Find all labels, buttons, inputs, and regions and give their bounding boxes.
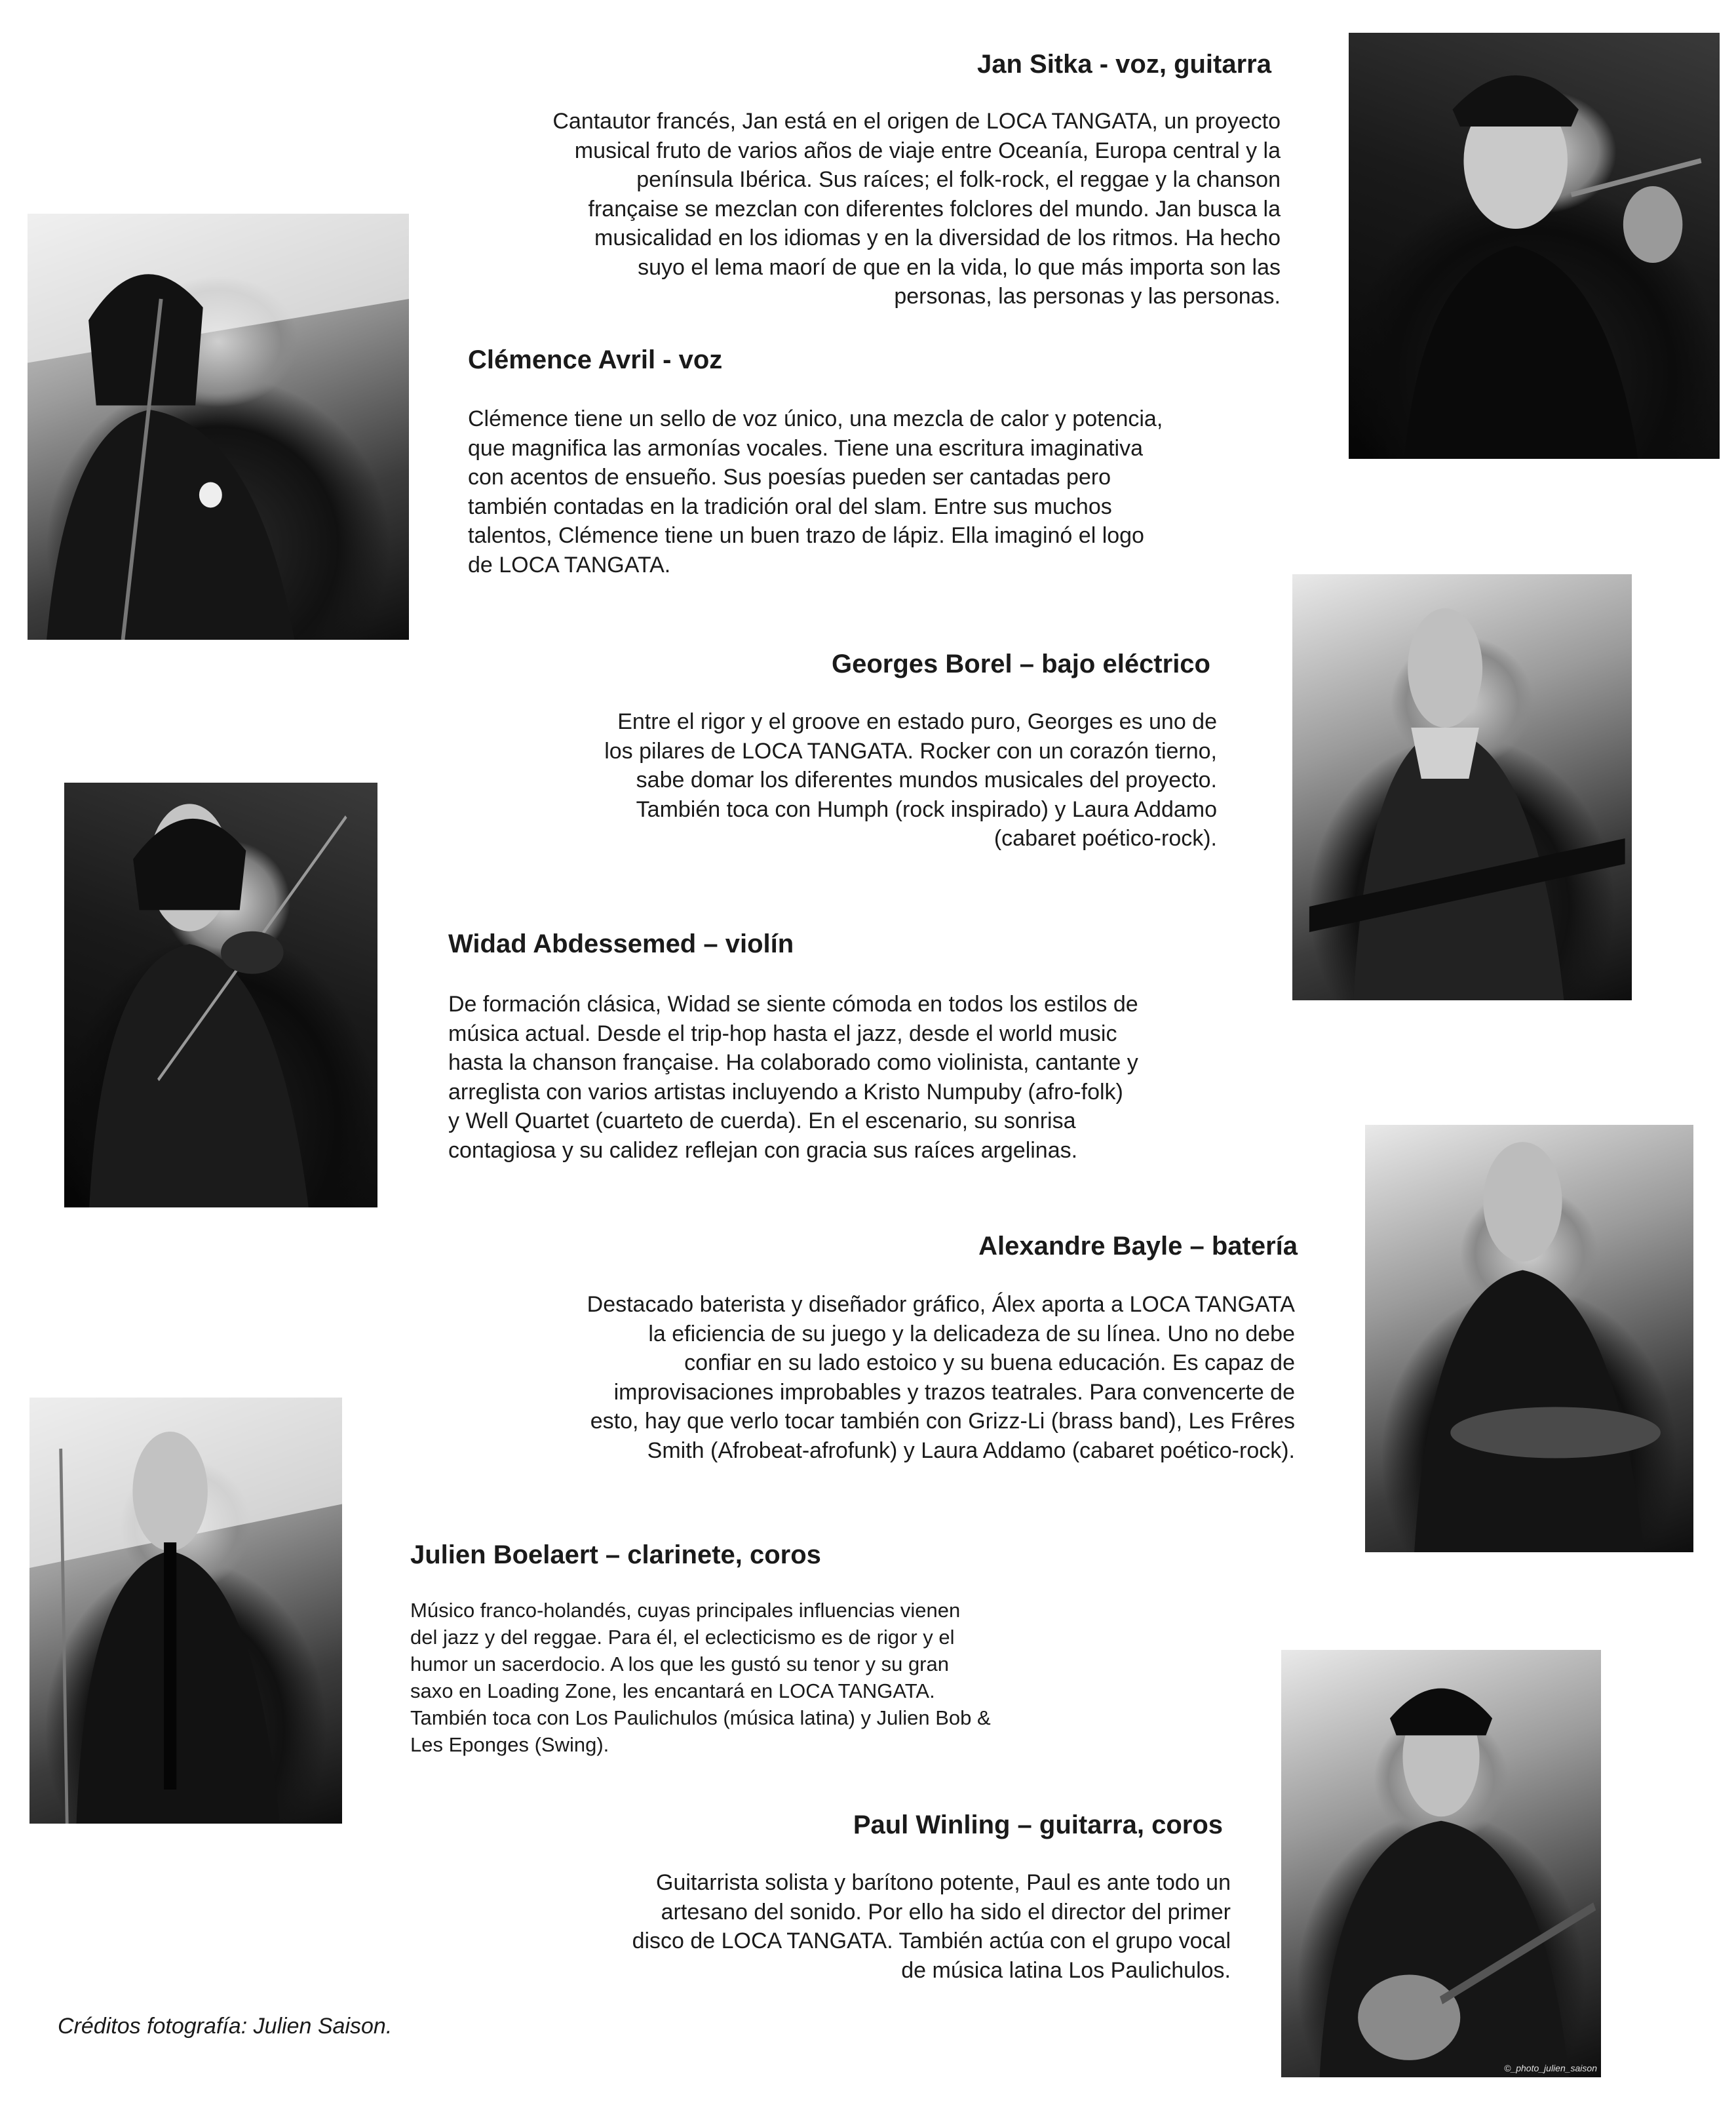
member-name-clemence-avril: Clémence Avril - voz (468, 345, 723, 374)
member-bio-jan-sitka: Cantautor francés, Jan está en el origen de LOCA TANGATA, un proyecto musical fruto de varios años de viaje entre Oceanía, Europa central y la península Ibérica. Sus raíces; el folk-rock, el reggae y la chanson française se mezclan con diferentes folclores del mundo. Jan busca la musicalidad en los idiomas y en la diversidad de los ritmos. Ha hecho suyo el lema maorí de que en la vida, lo que más importa son las personas, las personas y las personas. (552, 109, 1281, 309)
singer-silhouette-icon (28, 214, 409, 640)
member-bio-julien-boelaert: Músico franco-holandés, cuyas principales influencias vienen del jazz y del reggae. Para él, el eclecticismo es de rigor y el humor un sacerdocio. A los que les gustó su tenor y su gran saxo en Loading Zone, les encantará en LOCA TANGATA. También toca con Los Paulichulos (música latina) y Julien Bob & Les Eponges (Swing). (410, 1599, 991, 1756)
violinist-silhouette-icon (64, 783, 377, 1207)
bassist-silhouette-icon (1292, 574, 1632, 1000)
member-name-paul-winling: Paul Winling – guitarra, coros (853, 1811, 1223, 1839)
member-name-widad-abdessemed: Widad Abdessemed – violín (448, 930, 794, 958)
singer-silhouette-icon (1349, 33, 1720, 459)
photo-georges-borel (1292, 574, 1632, 1000)
drummer-silhouette-icon (1365, 1125, 1693, 1552)
member-bio-georges-borel: Entre el rigor y el groove en estado puro, Georges es uno de los pilares de LOCA TANGATA. Rocker con un corazón tierno, sabe domar los diferentes mundos musicales del proyecto. También toca con Humph (rock inspirado) y Laura Addamo (cabaret poético-rock). (604, 709, 1217, 851)
photo-clemence-avril (28, 214, 409, 640)
member-bio-paul-winling: Guitarrista solista y barítono potente, Paul es ante todo un artesano del sonido. Por ello ha sido el director del primer disco de LOCA TANGATA. También actúa con el grupo vocal de música latina Los Paulichulos. (632, 1870, 1231, 1983)
photo-alexandre-bayle (1365, 1125, 1693, 1552)
member-name-georges-borel: Georges Borel – bajo eléctrico (832, 650, 1210, 678)
member-bio-widad-abdessemed: De formación clásica, Widad se siente cómoda en todos los estilos de música actual. Desde el trip-hop hasta el jazz, desde el world music hasta la chanson française. Ha colaborado como violinista, cantante y arreglista con varios artistas incluyendo a Kristo Numpuby (afro-folk) y Well Quartet (cuarteto de cuerda). En el escenario, su sonrisa contagiosa y su calidez reflejan con gracia sus raíces argelinas. (448, 992, 1138, 1163)
guitarist-silhouette-icon (1281, 1650, 1601, 2077)
photo-paul-winling (1281, 1650, 1601, 2077)
clarinetist-silhouette-icon (29, 1398, 342, 1824)
photo-julien-boelaert (29, 1398, 342, 1824)
photo-widad-abdessemed (64, 783, 377, 1207)
photo-jan-sitka (1349, 33, 1720, 459)
photo-credit: Créditos fotografía: Julien Saison. (58, 2014, 393, 2039)
member-bio-alexandre-bayle: Destacado baterista y diseñador gráfico, Álex aporta a LOCA TANGATA la eficiencia de su juego y la delicadeza de su línea. Uno no debe confiar en su lado estoico y su buena educación. Es capaz de improvisaciones improbables y trazos teatrales. Para convencerte de esto, hay que verlo tocar también con Grizz-Li (brass band), Les Frêres Smith (Afrobeat-afrofunk) y Laura Addamo (cabaret poético-rock). (587, 1292, 1295, 1463)
photo-watermark: ©_photo_julien_saison (1504, 2063, 1597, 2073)
member-name-alexandre-bayle: Alexandre Bayle – batería (978, 1232, 1298, 1261)
member-name-jan-sitka: Jan Sitka - voz, guitarra (976, 50, 1271, 79)
member-bio-clemence-avril: Clémence tiene un sello de voz único, una mezcla de calor y potencia, que magnifica las armonías vocales. Tiene una escritura imaginativa con acentos de ensueño. Sus poesías pueden ser cantadas pero también contadas en la tradición oral del slam. Entre sus muchos talentos, Clémence tiene un buen trazo de lápiz. Ella imaginó el logo de LOCA TANGATA. (468, 406, 1163, 577)
member-name-julien-boelaert: Julien Boelaert – clarinete, coros (410, 1540, 821, 1569)
